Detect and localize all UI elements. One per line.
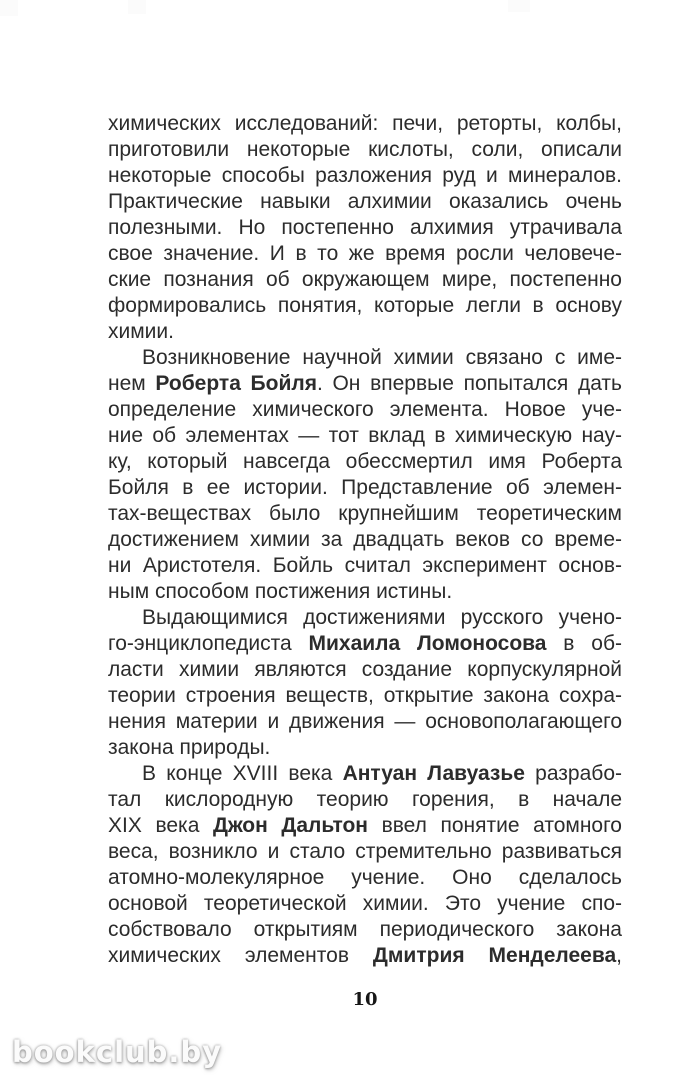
text-line	[108, 865, 622, 891]
text-line	[108, 319, 622, 345]
bold-person-name: Михаила Ломоносова	[308, 632, 547, 655]
text-segment: Бойля в ее истории. Представление об элемен-	[108, 476, 622, 499]
text-segment: химических исследований: печи, реторты, колбы,	[108, 112, 622, 135]
text-line	[108, 241, 622, 267]
text-line	[108, 449, 622, 475]
text-segment: Выдающимися достижениями русского учено-	[142, 606, 622, 629]
text-segment: ские познания об окружающем мире, постепенно	[108, 268, 622, 291]
bold-person-name: Джон Дальтон	[212, 814, 368, 837]
text-segment: нения материи и движения — основополагающего	[108, 710, 622, 733]
paragraph	[108, 111, 622, 345]
page-number: 10	[352, 989, 378, 1010]
scan-smudge	[128, 0, 146, 14]
text-segment: атомно-молекулярное учение. Оно сделалось	[108, 866, 622, 889]
text-segment: веса, возникло и стало стремительно развиваться	[108, 840, 622, 863]
bold-person-name: Антуан Лавуазье	[342, 762, 525, 785]
text-line	[108, 475, 622, 501]
text-line	[108, 553, 622, 579]
text-segment: приготовили некоторые кислоты, соли, описали	[108, 138, 622, 161]
text-segment: ,	[616, 944, 622, 967]
text-line	[108, 397, 622, 423]
text-line	[108, 709, 622, 735]
text-line	[108, 137, 622, 163]
text-line	[108, 813, 622, 839]
text-segment: ввел понятие атомного	[367, 814, 622, 837]
paragraph	[108, 345, 622, 605]
text-segment: полезными. Но постепенно алхимия утрачивала	[108, 216, 622, 239]
text-line	[108, 943, 622, 969]
text-segment: свое значение. И в то же время росли человече-	[108, 242, 622, 265]
text-line	[108, 787, 622, 813]
text-line	[108, 735, 622, 761]
text-segment: нем	[108, 372, 156, 395]
text-segment: ни Аристотеля. Бойль считал эксперимент основ-	[108, 554, 622, 577]
text-segment: собствовало открытиям периодического закона	[108, 918, 622, 941]
text-line	[108, 501, 622, 527]
text-segment: закона природы.	[108, 736, 271, 759]
text-segment: основой теоретической химии. Это учение спо-	[108, 892, 622, 915]
text-line	[108, 111, 622, 137]
text-segment: формировались понятия, которые легли в основу	[108, 294, 622, 317]
text-segment: В конце XVIII века	[142, 762, 343, 785]
text-segment: Возникновение научной химии связано с име-	[142, 346, 622, 369]
text-line	[108, 761, 622, 787]
text-segment: . Он впервые попытался дать	[316, 372, 622, 395]
text-segment: теории строения веществ, открытие закона сохра-	[108, 684, 622, 707]
text-line	[108, 423, 622, 449]
text-line	[108, 189, 622, 215]
watermark-bookclub: bookclub.by	[12, 1035, 223, 1069]
text-line	[108, 683, 622, 709]
text-line	[108, 631, 622, 657]
text-line	[108, 891, 622, 917]
text-segment: в об-	[546, 632, 622, 655]
text-segment: ласти химии являются создание корпускулярной	[108, 658, 622, 681]
text-line	[108, 917, 622, 943]
text-segment: тах-веществах было крупнейшим теоретическим	[108, 502, 622, 525]
text-segment: Практические навыки алхимии оказались очень	[108, 190, 622, 213]
text-segment: ние об элементах — тот вклад в химическую нау-	[108, 424, 622, 447]
text-line	[108, 371, 622, 397]
text-line	[108, 657, 622, 683]
bold-person-name: Роберта Бойля	[155, 372, 317, 395]
paragraph	[108, 761, 622, 969]
text-segment: некоторые способы разложения руд и минералов.	[108, 164, 622, 187]
text-line	[108, 527, 622, 553]
text-segment: ным способом постижения истины.	[108, 580, 453, 603]
text-segment: тал кислородную теорию горения, в начале	[108, 788, 622, 811]
text-segment: химии.	[108, 320, 174, 343]
text-line	[108, 605, 622, 631]
bold-person-name: Дмитрия Менделеева	[372, 944, 617, 967]
text-block	[108, 111, 622, 969]
scan-smudge	[508, 0, 530, 12]
text-segment: XIX века	[108, 814, 213, 837]
scan-smudge	[0, 0, 18, 16]
text-line	[108, 267, 622, 293]
text-segment: определение химического элемента. Новое уче-	[108, 398, 622, 421]
text-line	[108, 293, 622, 319]
text-segment: химических элементов	[108, 944, 373, 967]
text-segment: достижением химии за двадцать веков со време-	[108, 528, 622, 551]
text-line	[108, 345, 622, 371]
text-line	[108, 579, 622, 605]
text-line	[108, 839, 622, 865]
text-segment: го-энциклопедиста	[108, 632, 309, 655]
text-segment: разрабо-	[524, 762, 622, 785]
text-line	[108, 163, 622, 189]
paragraph	[108, 605, 622, 761]
text-segment: ку, который навсегда обессмертил имя Роберта	[108, 450, 622, 473]
text-line	[108, 215, 622, 241]
